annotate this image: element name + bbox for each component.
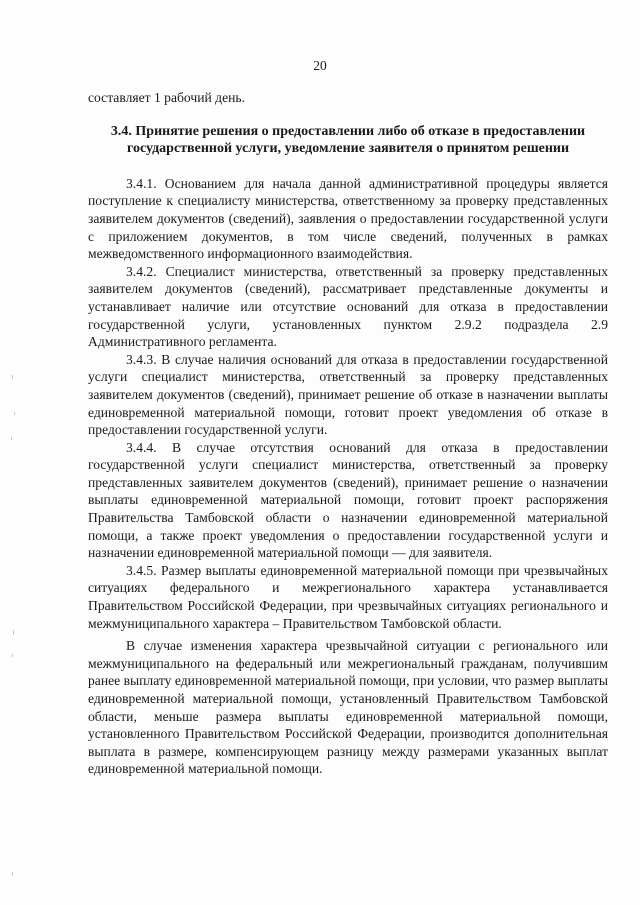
scan-artifact	[11, 437, 12, 440]
paragraph-3-4-1: 3.4.1. Основанием для начала данной административной процедуры является поступление к специалисту министерства, ответственному за проверку представленных заявителем документов (сведений), заявления о предоставлении государственной услуги с приложением документов, в том числе сведений, полученных в рамках межведомственного информационного взаимодействия.	[88, 175, 608, 262]
paragraph-3-4-5: 3.4.5. Размер выплаты единовременной материальной помощи при чрезвычайных ситуациях федерального и межрегионального характера устанавливается Правительством Российской Федерации, при чрезвычайных ситуациях регионального и межмуниципального характера – Правительством Тамбовской области.	[88, 562, 608, 631]
paragraph-additional-payment: В случае изменения характера чрезвычайной ситуации с регионального или межмуниципального на федеральный или межрегиональный гражданам, получившим ранее выплату единовременной материальной помощи, при условии, что размер выплаты единовременной материальной помощи, установленный Правительством Тамбовской области, меньше размера выплаты единовременной материальной помощи, установленного Правительством Российской Федерации, производится дополнительная выплата в размере, компенсирующем разницу между размерами указанных выплат единовременной материальной помощи.	[88, 638, 608, 777]
page-number: 20	[313, 58, 327, 73]
scan-artifact	[14, 412, 15, 415]
scan-artifact	[12, 872, 13, 876]
scan-artifact	[12, 375, 13, 379]
intro-line: составляет 1 рабочий день.	[88, 90, 245, 105]
paragraph-3-4-2: 3.4.2. Специалист министерства, ответственный за проверку представленных заявителем документов (сведений), рассматривает представленные документы и устанавливает наличие или отсутствие оснований для отказа в предоставлении государственной услуги, установленных пунктом 2.9.2 подраздела 2.9 Административного регламента.	[88, 263, 608, 350]
scan-artifact	[13, 630, 14, 635]
section-heading: 3.4. Принятие решения о предоставлении либо об отказе в предоставлении государственной услуги, уведомление заявителя о принятом решении	[110, 123, 586, 157]
document-body	[88, 89, 608, 778]
paragraph-3-4-3: 3.4.3. В случае наличия оснований для отказа в предоставлении государственной услуги специалист министерства, ответственный за проверку представленных заявителем документов (сведений), принимает решение об отказе в назначении выплаты единовременной материальной помощи, готовит проект уведомления об отказе в предоставлении государственной услуги.	[88, 351, 608, 438]
scan-artifact	[12, 654, 13, 657]
paragraph-3-4-4: 3.4.4. В случае отсутствия оснований для отказа в предоставлении государственной услуги специалист министерства, ответственный за проверку представленных заявителем документов (сведений), принимает решение о назначении выплаты единовременной материальной помощи, готовит проект распоряжения Правительства Тамбовской области о назначении единовременной материальной помощи, а также проект уведомления о предоставлении государственной услуги и назначении единовременной материальной помощи — для заявителя.	[88, 439, 608, 561]
